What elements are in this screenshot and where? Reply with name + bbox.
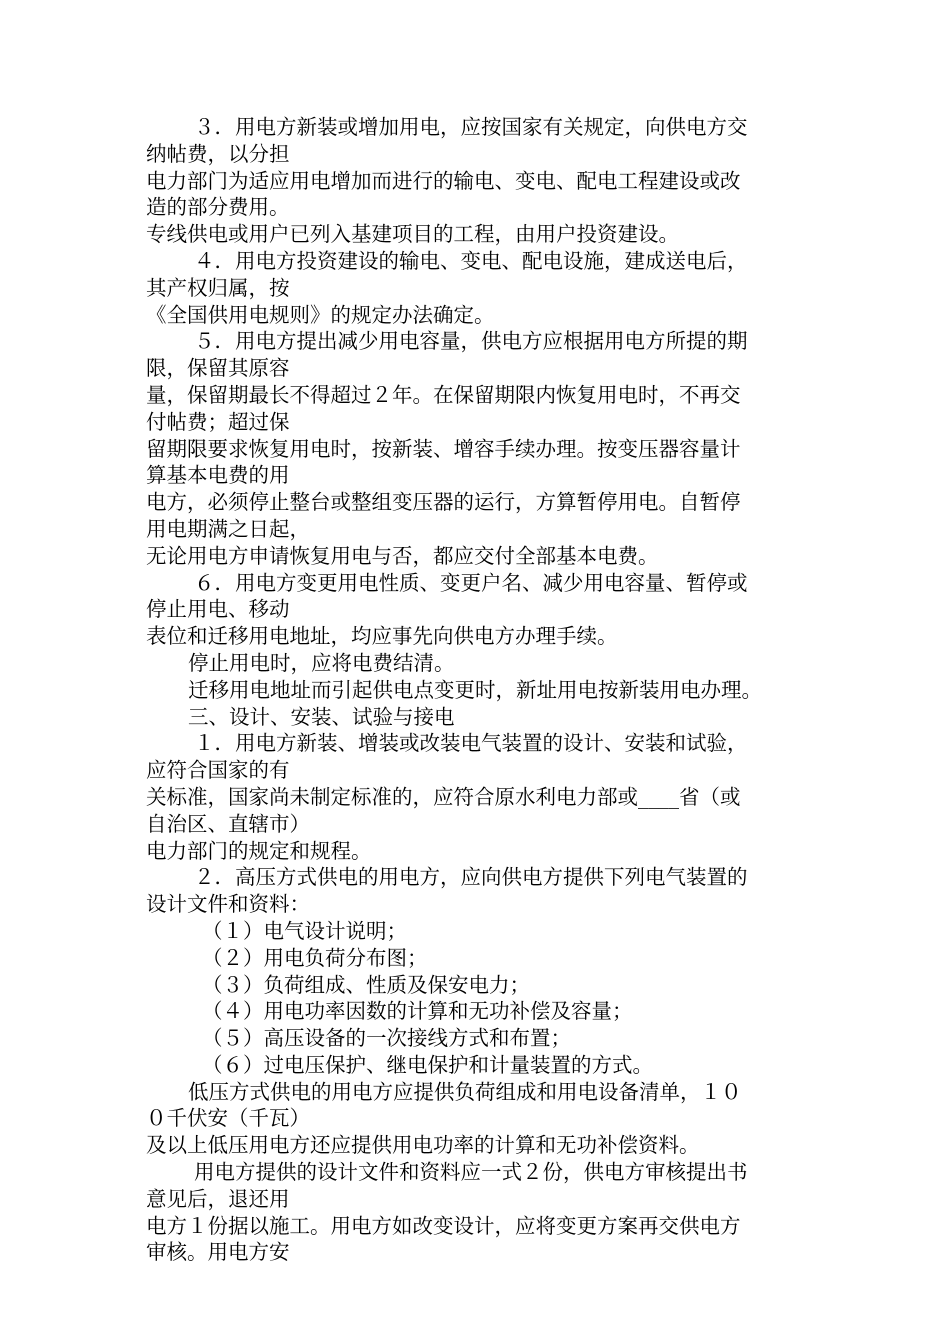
text-line: 用电方提供的设计文件和资料应一式２份，供电方审核提出书 <box>194 1160 748 1185</box>
text-line: 造的部分费用。 <box>146 195 290 220</box>
text-line: 电力部门的规定和规程。 <box>146 838 372 863</box>
document-body <box>146 114 808 1266</box>
text-line: 三、设计、安装、试验与接电 <box>188 704 455 729</box>
text-line: １．用电方新装、增装或改装电气装置的设计、安装和试验， <box>194 731 748 756</box>
text-line: 应符合国家的有 <box>146 758 290 783</box>
text-line: ０千伏安（千瓦） <box>146 1106 310 1131</box>
text-line: （３）负荷组成、性质及保安电力； <box>202 972 530 997</box>
text-line: 电力部门为适应用电增加而进行的输电、变电、配电工程建设或改 <box>146 168 741 193</box>
text-line: 其产权归属，按 <box>146 275 290 300</box>
text-line: （６）过电压保护、继电保护和计量装置的方式。 <box>202 1052 653 1077</box>
text-line: （５）高压设备的一次接线方式和布置； <box>202 1026 571 1051</box>
text-line: ２．高压方式供电的用电方，应向供电方提供下列电气装置的 <box>194 865 748 890</box>
text-line: 自治区、直辖市） <box>146 811 310 836</box>
text-line: 留期限要求恢复用电时，按新装、增容手续办理。按变压器容量计 <box>146 436 741 461</box>
text-line: （２）用电负荷分布图； <box>202 945 428 970</box>
text-line: 电方，必须停止整台或整组变压器的运行，方算暂停用电。自暂停 <box>146 490 741 515</box>
text-line: ６．用电方变更用电性质、变更户名、减少用电容量、暂停或 <box>194 570 748 595</box>
text-line: 意见后，退还用 <box>146 1186 290 1211</box>
text-line: ４．用电方投资建设的输电、变电、配电设施，建成送电后， <box>194 248 748 273</box>
text-line: 关标准，国家尚未制定标准的，应符合原水利电力部或____省（或 <box>146 784 741 809</box>
text-line: 表位和迁移用电地址，均应事先向供电方办理手续。 <box>146 624 618 649</box>
text-line: 纳帖费，以分担 <box>146 141 290 166</box>
text-line: 及以上低压用电方还应提供用电功率的计算和无功补偿资料。 <box>146 1133 700 1158</box>
text-line: ５．用电方提出减少用电容量，供电方应根据用电方所提的期 <box>194 329 748 354</box>
text-line: 限，保留其原容 <box>146 356 290 381</box>
text-line: 停止用电、移动 <box>146 597 290 622</box>
text-line: 用电期满之日起， <box>146 516 310 541</box>
text-line: （４）用电功率因数的计算和无功补偿及容量； <box>202 999 633 1024</box>
text-line: 量，保留期最长不得超过２年。在保留期限内恢复用电时，不再交 <box>146 382 741 407</box>
text-line: 专线供电或用户已列入基建项目的工程，由用户投资建设。 <box>146 222 679 247</box>
text-line: 低压方式供电的用电方应提供负荷组成和用电设备清单，１０ <box>188 1079 742 1104</box>
text-line: 《全国供用电规则》的规定办法确定。 <box>146 302 495 327</box>
text-line: 停止用电时，应将电费结清。 <box>188 650 455 675</box>
text-line: 付帖费；超过保 <box>146 409 290 434</box>
text-line: 审核。用电方安 <box>146 1240 290 1265</box>
text-line: 算基本电费的用 <box>146 463 290 488</box>
text-line: （１）电气设计说明； <box>202 918 407 943</box>
text-line: ３．用电方新装或增加用电，应按国家有关规定，向供电方交 <box>194 115 748 139</box>
text-line: 设计文件和资料： <box>146 892 310 917</box>
text-line: 电方１份据以施工。用电方如改变设计，应将变更方案再交供电方 <box>146 1213 741 1238</box>
text-line: 迁移用电地址而引起供电点变更时，新址用电按新装用电办理。 <box>188 677 762 702</box>
text-line: 无论用电方申请恢复用电与否，都应交付全部基本电费。 <box>146 543 659 568</box>
